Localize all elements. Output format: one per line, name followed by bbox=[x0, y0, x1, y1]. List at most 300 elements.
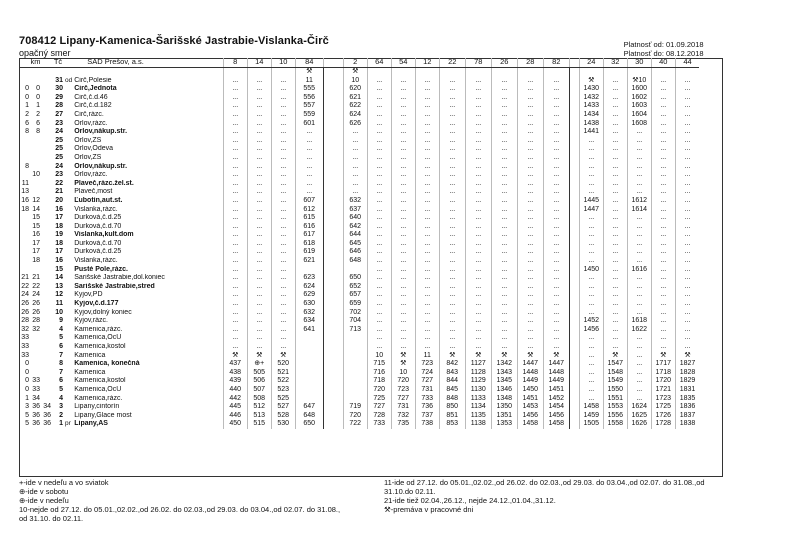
departure-time bbox=[627, 68, 651, 77]
departure-time: ... bbox=[415, 145, 439, 154]
departure-time: 626 bbox=[343, 120, 367, 129]
stop-row bbox=[19, 137, 699, 146]
departure-time: ... bbox=[491, 154, 517, 163]
departure-time: ... bbox=[295, 137, 323, 146]
departure-time bbox=[343, 369, 367, 378]
departure-time: ... bbox=[271, 300, 295, 309]
tariff-zone: 25 bbox=[55, 136, 63, 144]
departure-time: ... bbox=[223, 214, 247, 223]
departure-time: 719 bbox=[343, 403, 367, 412]
departure-time bbox=[295, 360, 323, 369]
departure-time: ... bbox=[675, 163, 699, 172]
departure-time bbox=[323, 197, 343, 206]
departure-time: ... bbox=[367, 197, 391, 206]
departure-time: ... bbox=[517, 214, 543, 223]
departure-time: ... bbox=[675, 214, 699, 223]
departure-time bbox=[569, 266, 579, 275]
departure-time: ... bbox=[271, 197, 295, 206]
departure-time: 11 bbox=[295, 77, 323, 86]
km-value: 33 bbox=[21, 343, 29, 350]
km-value bbox=[41, 111, 52, 120]
departure-time: ... bbox=[543, 240, 569, 249]
departure-time: ... bbox=[651, 85, 675, 94]
departure-time: ... bbox=[517, 111, 543, 120]
departure-time: ⚒ bbox=[517, 352, 543, 361]
departure-time: ... bbox=[367, 102, 391, 111]
departure-time bbox=[323, 369, 343, 378]
departure-time: ... bbox=[271, 291, 295, 300]
km-value: 34 bbox=[32, 394, 40, 402]
departure-time: ... bbox=[491, 102, 517, 111]
departure-time: ... bbox=[651, 145, 675, 154]
departure-time: ... bbox=[223, 188, 247, 197]
departure-time: ... bbox=[651, 206, 675, 215]
departure-time: 1438 bbox=[579, 120, 603, 129]
tariff-zone: 1 bbox=[59, 420, 63, 428]
departure-time: 1548 bbox=[603, 369, 627, 378]
km-value bbox=[19, 231, 30, 240]
departure-time: ... bbox=[247, 231, 271, 240]
departure-time: 642 bbox=[343, 223, 367, 232]
departure-time bbox=[569, 77, 579, 86]
stop-row bbox=[19, 352, 699, 361]
departure-time: ... bbox=[603, 248, 627, 257]
departure-time: ... bbox=[675, 334, 699, 343]
departure-time: ... bbox=[391, 180, 415, 189]
departure-time bbox=[323, 274, 343, 283]
km-value: 33 bbox=[21, 334, 29, 342]
tariff-zone: 21 bbox=[55, 188, 63, 196]
tariff-zone: 3 bbox=[59, 403, 63, 411]
tariff-zone: 7 bbox=[59, 351, 63, 359]
departure-time bbox=[569, 240, 579, 249]
departure-time: 515 bbox=[247, 420, 271, 429]
trip-number-header: 10 bbox=[271, 58, 295, 68]
km-value: 0 bbox=[25, 385, 29, 393]
stop-row bbox=[19, 377, 699, 386]
departure-time bbox=[569, 395, 579, 404]
footnote: ⊕-ide v sobotu bbox=[19, 487, 69, 496]
km-value: 36 bbox=[43, 411, 51, 419]
tariff-zone: 17 bbox=[55, 214, 63, 222]
departure-time: ... bbox=[543, 102, 569, 111]
trip-number-header: 2 bbox=[343, 58, 367, 68]
departure-time bbox=[295, 377, 323, 386]
departure-time: ... bbox=[439, 240, 465, 249]
departure-time: ... bbox=[271, 248, 295, 257]
departure-time: ... bbox=[517, 283, 543, 292]
stop-row bbox=[19, 369, 699, 378]
departure-time: ... bbox=[491, 343, 517, 352]
departure-time: ... bbox=[271, 223, 295, 232]
departure-time: ... bbox=[651, 334, 675, 343]
departure-time: ... bbox=[415, 206, 439, 215]
stop-name: Kamenica,rázc. bbox=[74, 325, 123, 333]
departure-time: ... bbox=[415, 85, 439, 94]
departure-time: 1127 bbox=[465, 360, 491, 369]
departure-time: 848 bbox=[439, 395, 465, 404]
stop-row bbox=[19, 248, 699, 257]
stop-name: Kamenica,OcÚ bbox=[74, 385, 122, 393]
departure-time: 724 bbox=[415, 369, 439, 378]
departure-time: ... bbox=[223, 94, 247, 103]
departure-time: ... bbox=[651, 326, 675, 335]
departure-time: ... bbox=[271, 111, 295, 120]
departure-time: ... bbox=[415, 128, 439, 137]
departure-time: ... bbox=[651, 197, 675, 206]
km-value bbox=[19, 154, 30, 163]
departure-time: ... bbox=[415, 163, 439, 172]
stop-name: Orlov,Odeva bbox=[74, 145, 114, 153]
arrival-departure-flag: od bbox=[65, 76, 73, 84]
departure-time: ... bbox=[465, 283, 491, 292]
departure-time: ... bbox=[439, 188, 465, 197]
stop-name: Kamenica bbox=[74, 351, 106, 359]
arrival-departure-flag: pr bbox=[65, 420, 71, 428]
stop-row bbox=[19, 386, 699, 395]
departure-time bbox=[295, 395, 323, 404]
departure-time: 1626 bbox=[627, 420, 651, 429]
departure-time: ... bbox=[675, 145, 699, 154]
departure-time: ... bbox=[627, 214, 651, 223]
arrival-departure-flag bbox=[64, 85, 73, 94]
departure-time: ... bbox=[247, 111, 271, 120]
departure-time bbox=[569, 223, 579, 232]
departure-time: ... bbox=[367, 257, 391, 266]
tariff-zone: 27 bbox=[55, 110, 63, 118]
departure-time bbox=[323, 377, 343, 386]
departure-time bbox=[569, 274, 579, 283]
departure-time: ... bbox=[543, 266, 569, 275]
departure-time: ... bbox=[675, 77, 699, 86]
departure-time: ... bbox=[271, 94, 295, 103]
departure-time bbox=[295, 334, 323, 343]
departure-time: ... bbox=[543, 283, 569, 292]
departure-time: ⚒ bbox=[391, 352, 415, 361]
departure-time: ... bbox=[223, 171, 247, 180]
departure-time: ... bbox=[465, 257, 491, 266]
departure-time bbox=[343, 343, 367, 352]
departure-time bbox=[323, 403, 343, 412]
departure-time: 645 bbox=[343, 240, 367, 249]
departure-time: ... bbox=[367, 137, 391, 146]
departure-time: 659 bbox=[343, 300, 367, 309]
departure-time: ... bbox=[627, 309, 651, 318]
departure-time: ... bbox=[627, 283, 651, 292]
arrival-departure-flag bbox=[64, 403, 73, 412]
km-value: 10 bbox=[32, 171, 40, 179]
departure-time: ... bbox=[247, 223, 271, 232]
departure-time: 513 bbox=[247, 412, 271, 421]
stop-row bbox=[19, 68, 699, 77]
stop-row bbox=[19, 77, 699, 86]
departure-time: ... bbox=[465, 309, 491, 318]
departure-time: ... bbox=[579, 377, 603, 386]
timetable bbox=[19, 58, 699, 429]
arrival-departure-flag bbox=[64, 360, 73, 369]
departure-time: ... bbox=[271, 326, 295, 335]
departure-time: ... bbox=[223, 137, 247, 146]
departure-time bbox=[569, 231, 579, 240]
direction-label: opačný smer bbox=[19, 48, 71, 58]
stop-name: Kamenica,rázc. bbox=[74, 394, 123, 402]
km-value: 24 bbox=[32, 291, 40, 299]
arrival-departure-flag bbox=[64, 137, 73, 146]
departure-time: 1728 bbox=[651, 420, 675, 429]
departure-time: ⚒ bbox=[675, 352, 699, 361]
departure-time: ... bbox=[491, 223, 517, 232]
departure-time bbox=[323, 214, 343, 223]
departure-time: 617 bbox=[295, 231, 323, 240]
departure-time: ... bbox=[675, 326, 699, 335]
departure-time: ... bbox=[415, 283, 439, 292]
departure-time: ... bbox=[247, 248, 271, 257]
stop-row bbox=[19, 120, 699, 129]
departure-time: 644 bbox=[343, 231, 367, 240]
departure-time: ... bbox=[223, 240, 247, 249]
km-value: 2 bbox=[36, 110, 40, 118]
departure-time: ... bbox=[603, 120, 627, 129]
departure-time: ... bbox=[651, 257, 675, 266]
footnotes-right bbox=[384, 478, 724, 514]
km-value bbox=[41, 188, 52, 197]
departure-time: ... bbox=[415, 180, 439, 189]
departure-time bbox=[343, 395, 367, 404]
departure-time: ... bbox=[439, 334, 465, 343]
departure-time: ... bbox=[491, 180, 517, 189]
arrival-departure-flag bbox=[64, 377, 73, 386]
tariff-zone: 30 bbox=[55, 85, 63, 93]
departure-time: ... bbox=[271, 283, 295, 292]
arrival-departure-flag bbox=[64, 231, 73, 240]
departure-time: ... bbox=[465, 231, 491, 240]
departure-time: 732 bbox=[391, 412, 415, 421]
km-value bbox=[41, 334, 52, 343]
departure-time: 1558 bbox=[603, 420, 627, 429]
departure-time: ... bbox=[247, 102, 271, 111]
arrival-departure-flag bbox=[64, 163, 73, 172]
departure-time: ... bbox=[603, 111, 627, 120]
tariff-zone: 22 bbox=[55, 179, 63, 187]
arrival-departure-flag bbox=[64, 266, 73, 275]
arrival-departure-flag bbox=[64, 197, 73, 206]
stop-name: Kamenica,OcÚ bbox=[74, 334, 122, 342]
departure-time: ... bbox=[627, 248, 651, 257]
departure-time: ... bbox=[517, 188, 543, 197]
valid-to-date: 08.12.2018 bbox=[666, 49, 704, 58]
km-value bbox=[19, 145, 30, 154]
departure-time: ... bbox=[271, 120, 295, 129]
departure-time bbox=[223, 68, 247, 77]
departure-time: ... bbox=[579, 248, 603, 257]
departure-time: ... bbox=[367, 300, 391, 309]
departure-time: ... bbox=[223, 291, 247, 300]
departure-time: ... bbox=[247, 240, 271, 249]
tariff-zone: 29 bbox=[55, 93, 63, 101]
departure-time: 1549 bbox=[603, 377, 627, 386]
departure-time: ... bbox=[465, 171, 491, 180]
departure-time bbox=[271, 68, 295, 77]
stop-name: Čirč,č.d.46 bbox=[74, 93, 108, 101]
departure-time: ... bbox=[223, 197, 247, 206]
km-value bbox=[30, 343, 41, 352]
departure-time: ⚒ bbox=[223, 352, 247, 361]
departure-time: ... bbox=[651, 240, 675, 249]
departure-time: ... bbox=[465, 248, 491, 257]
departure-time: 1129 bbox=[465, 377, 491, 386]
arrival-departure-flag bbox=[64, 111, 73, 120]
km-value bbox=[41, 180, 52, 189]
departure-time: ... bbox=[651, 214, 675, 223]
departure-time: 612 bbox=[295, 206, 323, 215]
km-value: 1 bbox=[25, 102, 29, 110]
departure-time bbox=[569, 386, 579, 395]
departure-time: ... bbox=[491, 188, 517, 197]
km-value bbox=[30, 334, 41, 343]
km-value bbox=[41, 395, 52, 404]
departure-time: 1827 bbox=[675, 360, 699, 369]
departure-time: ... bbox=[603, 197, 627, 206]
km-value: 36 bbox=[32, 420, 40, 428]
departure-time: 1454 bbox=[543, 403, 569, 412]
stop-name: Lipany,AS bbox=[74, 420, 108, 428]
departure-time: 1434 bbox=[579, 111, 603, 120]
departure-time: 1836 bbox=[675, 403, 699, 412]
departure-time: ... bbox=[247, 274, 271, 283]
departure-time: 1343 bbox=[491, 369, 517, 378]
departure-time: ... bbox=[367, 206, 391, 215]
departure-time bbox=[323, 412, 343, 421]
tariff-zone: 17 bbox=[55, 248, 63, 256]
departure-time bbox=[323, 291, 343, 300]
departure-time bbox=[323, 343, 343, 352]
departure-time: 723 bbox=[391, 386, 415, 395]
departure-time: 1430 bbox=[579, 85, 603, 94]
tariff-zone: 6 bbox=[59, 377, 63, 385]
departure-time: ... bbox=[543, 111, 569, 120]
departure-time: ... bbox=[367, 309, 391, 318]
departure-time: ... bbox=[415, 240, 439, 249]
departure-time: ... bbox=[543, 231, 569, 240]
departure-time: ... bbox=[415, 231, 439, 240]
stop-name: Orlov,rázc. bbox=[74, 171, 108, 179]
departure-time: ... bbox=[603, 334, 627, 343]
departure-time: ... bbox=[247, 180, 271, 189]
departure-time bbox=[569, 94, 579, 103]
departure-time: ... bbox=[603, 283, 627, 292]
departure-time bbox=[247, 68, 271, 77]
departure-time: ... bbox=[491, 137, 517, 146]
km-value: 28 bbox=[21, 317, 29, 325]
stop-row bbox=[19, 240, 699, 249]
km-value: 16 bbox=[21, 196, 29, 204]
arrival-departure-flag bbox=[64, 94, 73, 103]
departure-time: ... bbox=[675, 120, 699, 129]
departure-time: ... bbox=[415, 300, 439, 309]
departure-time: ... bbox=[517, 291, 543, 300]
departure-time: ... bbox=[675, 180, 699, 189]
km-value: 17 bbox=[32, 239, 40, 247]
departure-time: 520 bbox=[271, 360, 295, 369]
departure-time bbox=[569, 68, 579, 77]
trip-number-header bbox=[323, 58, 343, 68]
departure-time: ... bbox=[439, 283, 465, 292]
tariff-zone: 10 bbox=[55, 308, 63, 316]
trip-number-header: 78 bbox=[465, 58, 491, 68]
arrival-departure-flag bbox=[64, 317, 73, 326]
departure-time: 1723 bbox=[651, 395, 675, 404]
departure-time: 1350 bbox=[491, 403, 517, 412]
departure-time: ... bbox=[465, 223, 491, 232]
departure-time: 1608 bbox=[627, 120, 651, 129]
departure-time bbox=[569, 360, 579, 369]
departure-time: 1452 bbox=[543, 395, 569, 404]
departure-time: ... bbox=[491, 171, 517, 180]
departure-time: 650 bbox=[295, 420, 323, 429]
departure-time: 1459 bbox=[579, 412, 603, 421]
valid-from-label: Platnosť od: bbox=[623, 40, 664, 49]
trip-number-header: 30 bbox=[627, 58, 651, 68]
departure-time: ... bbox=[439, 145, 465, 154]
departure-time: ... bbox=[271, 137, 295, 146]
departure-time: ... bbox=[391, 283, 415, 292]
arrival-departure-flag bbox=[64, 386, 73, 395]
departure-time: ... bbox=[367, 188, 391, 197]
departure-time: ... bbox=[675, 85, 699, 94]
departure-time: ... bbox=[651, 128, 675, 137]
km-value: 0 bbox=[25, 368, 29, 376]
departure-time: 1135 bbox=[465, 412, 491, 421]
departure-time bbox=[323, 317, 343, 326]
departure-time: ... bbox=[415, 120, 439, 129]
arrival-departure-flag bbox=[64, 343, 73, 352]
departure-time: 1720 bbox=[651, 377, 675, 386]
departure-time: ... bbox=[223, 283, 247, 292]
departure-time: ... bbox=[223, 334, 247, 343]
departure-time: ... bbox=[391, 326, 415, 335]
departure-time bbox=[323, 206, 343, 215]
stop-row bbox=[19, 111, 699, 120]
departure-time: ... bbox=[271, 240, 295, 249]
departure-time: ... bbox=[543, 180, 569, 189]
departure-time: ... bbox=[439, 309, 465, 318]
departure-time: 1448 bbox=[517, 369, 543, 378]
departure-time: ... bbox=[517, 326, 543, 335]
departure-time bbox=[323, 111, 343, 120]
stop-row bbox=[19, 94, 699, 103]
km-value: 11 bbox=[21, 179, 29, 187]
departure-time: ... bbox=[627, 171, 651, 180]
departure-time: ... bbox=[517, 266, 543, 275]
departure-time: ... bbox=[651, 171, 675, 180]
stop-row bbox=[19, 360, 699, 369]
stop-name: Ďurková,č.d.70 bbox=[74, 239, 122, 247]
departure-time: ... bbox=[603, 326, 627, 335]
departure-time: ... bbox=[603, 274, 627, 283]
trip-number-header: 22 bbox=[439, 58, 465, 68]
departure-time: ... bbox=[517, 309, 543, 318]
departure-time: ... bbox=[627, 145, 651, 154]
departure-time: 738 bbox=[415, 420, 439, 429]
tariff-zone: 11 bbox=[55, 300, 63, 308]
departure-time: ... bbox=[367, 343, 391, 352]
departure-time bbox=[675, 68, 699, 77]
departure-time bbox=[343, 386, 367, 395]
departure-time: ... bbox=[415, 102, 439, 111]
departure-time: ... bbox=[465, 317, 491, 326]
departure-time: ... bbox=[543, 309, 569, 318]
departure-time: ... bbox=[415, 248, 439, 257]
